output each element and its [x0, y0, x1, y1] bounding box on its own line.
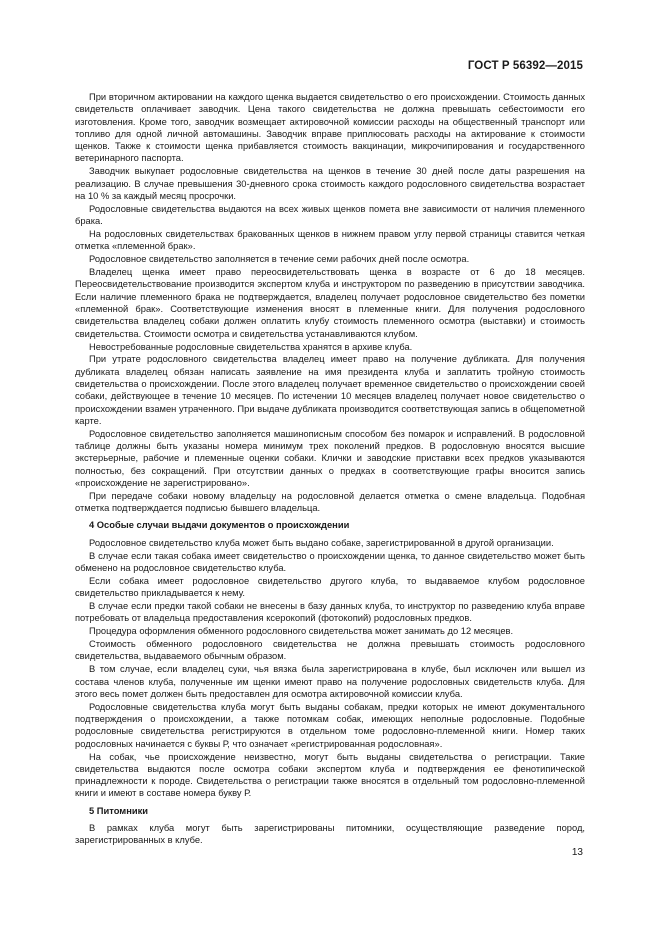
body-paragraph: Невостребованные родословные свидетельства хранятся в архиве клуба.: [89, 341, 413, 352]
paragraph-group-2: [75, 537, 585, 800]
body-paragraph: Заводчик выкупает родословные свидетельства на щенков в течение 30 дней после даты разрешения на реализацию. В случае превышения 30-дневного срока стоимость каждого родословного свидетельства возрастает на 10 % за каждый месяц просрочки.: [75, 166, 585, 201]
document-body: [75, 91, 585, 847]
body-paragraph: В случае если предки такой собаки не внесены в базу данных клуба, то инструктор по разведению клуба вправе потребовать от владельца предоставления ксерокопий (фотокопий) родословных предков.: [75, 601, 585, 624]
body-paragraph: На собак, чье происхождение неизвестно, могут быть выданы свидетельства о регистрации. Такие свидетельства выдаются после осмотра собаки экспертом клуба и подтверждения ее фенотипической принадлежности к породе. Свидетельства о регистрации также вносятся в отдельный том родословно-племенной книги и имеют в составе номера букву Р.: [75, 751, 585, 799]
body-paragraph: Родословное свидетельство заполняется машинописным способом без помарок и исправлений. В родословной таблице должны быть указаны номера минимум трех поколений предков. В родословную вносятся высшие экстерьерные, рабочие и племенные оценки собаки. Клички и заводские приставки всех предков указываются полностью, без сокращений. При отсутствии данных о предках в соответствующие графы вносится запись «происхождение не зарегистрировано».: [75, 428, 585, 488]
body-paragraph: При передаче собаки новому владельцу на родословной делается отметка о смене владельца. Подобная отметка подтверждается подписью бывшего владельца.: [75, 490, 585, 514]
paragraph-group-1: [75, 91, 585, 514]
body-paragraph: При вторичном актировании на каждого щенка выдается свидетельство о его происхождении. Стоимость данных свидетельств оплачивает заводчик. Цена такого свидетельства не должна превышать себестоимости его изготовления. Кроме того, заводчик возмещает актировочной комиссии расходы на общественный транспорт или топливо для одной личной автомашины. Заводчик вправе приплюсовать расходы на актирование к стоимости щенков. Также к стоимости щенка прибавляется стоимость вакцинации, микрочипирования и государственного ветеринарного паспорта.: [75, 92, 585, 164]
body-paragraph: Родословное свидетельство заполняется в течение семи рабочих дней после осмотра.: [89, 254, 470, 265]
body-paragraph: На родословных свидетельствах бракованных щенков в нижнем правом углу первой страницы ставится четкая отметка «племенной брак».: [75, 229, 585, 252]
body-paragraph: При утрате родословного свидетельства владелец имеет право на получение дубликата. Для получения дубликата владелец обязан написать заявление на имя президента клуба и заплатить тройную стоимость свидетельства о происхождении. После этого владелец получает временное свидетельство о происхождении своей собаки, действующее в течение 10 месяцев. По истечении 10 месяцев владелец получает новое свидетельство о происхождении взамен утраченного. При выдаче дубликата производится соответствующая запись в общепометной карте.: [75, 354, 585, 426]
paragraph-group-3: [75, 822, 585, 847]
body-paragraph: Родословное свидетельство клуба может быть выдано собаке, зарегистрированной в другой организации.: [89, 537, 554, 548]
body-paragraph: В том случае, если владелец суки, чья вязка была зарегистрирована в клубе, был исключен или вышел из состава членов клуба, полученные им щенки имеют право на получение родословных свидетельств клуба. Для этого весь помет должен быть предоставлен для осмотра актировочной комиссии клуба.: [75, 664, 585, 699]
body-paragraph: Владелец щенка имеет право переосвидетельствовать щенка в возрасте от 6 до 18 месяцев. Переосвидетельствование производится экспертом клуба и инструктором по разведению в присутствии заводчика. Если наличие племенного брака не подтверждается, владелец получает родословное свидетельство без пометки «племенной брак». Соответствующие изменения вносят в племенные книги. Для получения родословного свидетельства владелец собаки должен оплатить клубу стоимость племенного осмотра (выставки) и стоимость свидетельства. Стоимости осмотра и свидетельства устанавливаются клубом.: [75, 267, 585, 339]
section-5-title: 5 Питомники: [89, 805, 149, 816]
section-4-title: 4 Особые случаи выдачи документов о происхождении: [89, 520, 350, 531]
page-number: 13: [571, 847, 583, 858]
body-paragraph: Процедура оформления обменного родословного свидетельства может занимать до 12 месяцев.: [89, 626, 514, 637]
body-paragraph: В случае если такая собака имеет свидетельство о происхождении щенка, то данное свидетельство может быть обменено на родословное свидетельство клуба.: [75, 550, 585, 573]
body-paragraph: Родословные свидетельства клуба могут быть выданы собакам, предки которых не имеют документального подтверждения о происхождении, а также потомкам собак, имеющих неполные родословные. Подобные родословные свидетельства регистрируются в отдельном томе родословно-племенной книги. Номер таких родословных начинается с буквы Р, что означает «регистрированная родословная».: [75, 701, 585, 749]
body-paragraph: Родословные свидетельства выдаются на всех живых щенков помета вне зависимости от наличия племенного брака.: [75, 203, 585, 227]
body-paragraph: В рамках клуба могут быть зарегистрированы питомники, осуществляющие разведение пород, зарегистрированных в клубе.: [75, 823, 585, 846]
body-paragraph: Если собака имеет родословное свидетельство другого клуба, то выдаваемое клубом родословное свидетельство прикладывается к нему.: [75, 575, 585, 599]
body-paragraph: Стоимость обменного родословного свидетельства не должна превышать стоимость родословного свидетельства, выдаваемого обычным образом.: [75, 639, 585, 662]
standard-code: ГОСТ Р 56392—2015: [467, 60, 583, 72]
